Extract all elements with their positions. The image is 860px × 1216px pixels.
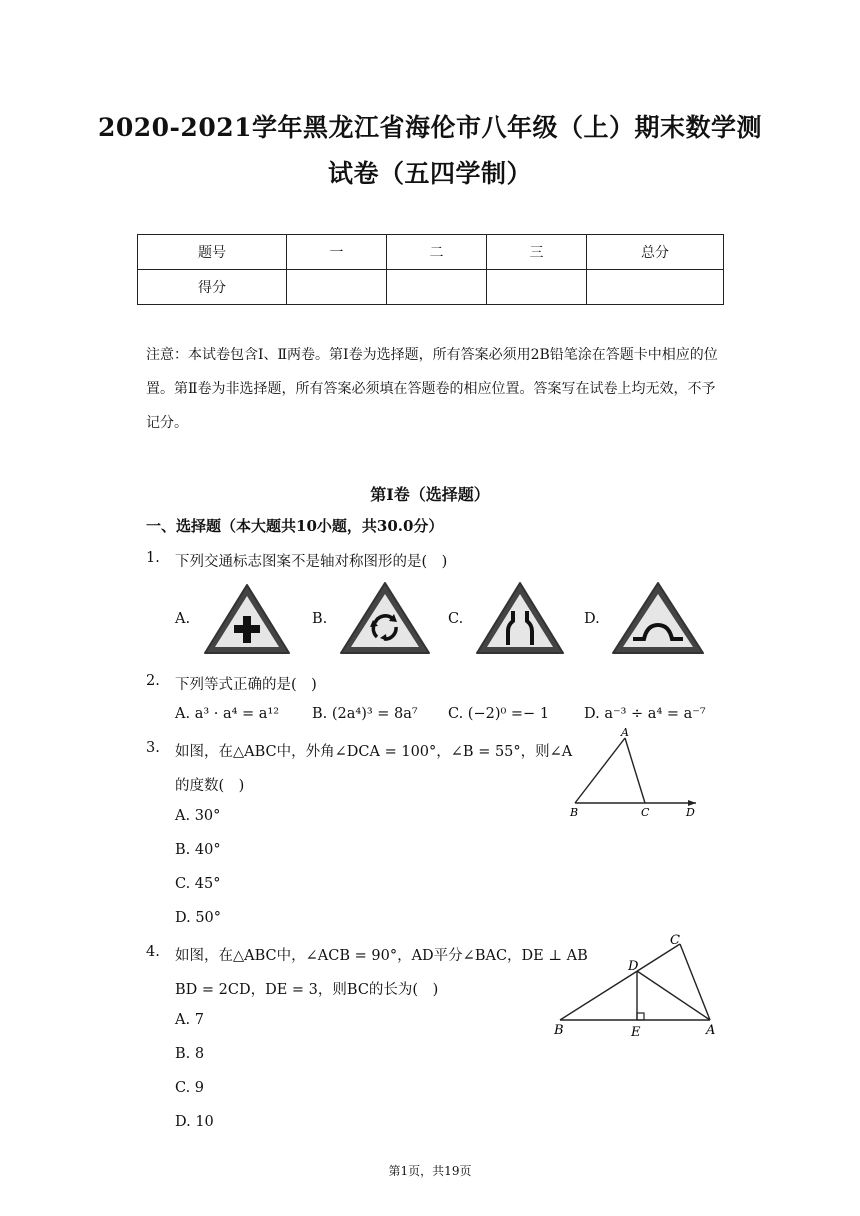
question-stem: 下列等式正确的是( )	[175, 677, 317, 693]
question-stem: 如图，在△ABC中，∠ACB = 90°，AD平分∠BAC，DE ⊥ AB	[175, 948, 588, 964]
traffic-sign-roundabout-icon	[339, 581, 431, 655]
part-title: 第Ⅰ卷（选择题）	[370, 485, 490, 504]
table-cell	[387, 270, 487, 305]
figure-label: B	[570, 806, 579, 819]
question-number: 3.	[146, 740, 160, 756]
table-cell: 一	[287, 235, 387, 270]
figure-label: C	[670, 933, 680, 948]
triangle-abc-figure	[560, 726, 710, 822]
option-label: C.	[448, 611, 464, 627]
option-label: D.	[584, 611, 600, 627]
section-title: 一、选择题（本大题共10小题，共30.0分）	[146, 517, 444, 535]
option-c: C. (−2)⁰ =− 1	[448, 706, 550, 722]
figure-label: E	[631, 1025, 641, 1040]
figure-label: A	[621, 726, 629, 739]
option-d: D. 50°	[175, 910, 222, 926]
table-cell	[587, 270, 724, 305]
doc-title-line2: 试卷（五四学制）	[327, 159, 532, 188]
option-a: A. 30°	[175, 808, 221, 824]
table-cell: 题号	[138, 235, 287, 270]
score-table-row	[138, 270, 724, 305]
question-number: 2.	[146, 673, 160, 689]
table-cell: 三	[487, 235, 587, 270]
score-table-header-row	[138, 235, 724, 270]
question-stem-cont: 的度数( )	[175, 778, 245, 794]
notice-text: 注意：本试卷包含Ⅰ、Ⅱ两卷。第Ⅰ卷为选择题，所有答案必须用2B铅笔涂在答题卡中相应的位置。第Ⅱ卷为非选择题，所有答案必须填在答题卷的相应位置。答案写在试卷上均无效，不予记分。	[146, 347, 718, 431]
option-label: B.	[312, 611, 328, 627]
option-c: C. 9	[175, 1080, 205, 1096]
table-cell: 总分	[587, 235, 724, 270]
figure-label: D	[628, 959, 639, 974]
figure-label: C	[641, 806, 650, 819]
question-number: 4.	[146, 944, 160, 960]
option-a: A. 7	[175, 1012, 204, 1028]
table-cell	[287, 270, 387, 305]
option-b: B. 8	[175, 1046, 205, 1062]
option-d: D. 10	[175, 1114, 214, 1130]
triangle-abc-bisector-figure	[548, 928, 728, 1040]
traffic-sign-road-narrows-icon	[475, 581, 565, 655]
traffic-sign-cross-icon	[203, 583, 291, 655]
table-cell: 得分	[138, 270, 287, 305]
question-number: 1.	[146, 550, 160, 566]
score-table	[137, 234, 724, 305]
doc-title-line1: 2020-2021学年黑龙江省海伦市八年级（上）期末数学测	[97, 113, 763, 142]
option-b: B. (2a⁴)³ = 8a⁷	[312, 706, 418, 722]
figure-label: B	[554, 1023, 564, 1038]
table-cell	[487, 270, 587, 305]
option-d: D. a⁻³ ÷ a⁴ = a⁻⁷	[584, 706, 706, 722]
question-stem-cont: BD = 2CD，DE = 3，则BC的长为( )	[175, 982, 439, 998]
option-c: C. 45°	[175, 876, 221, 892]
figure-label: D	[686, 806, 695, 819]
option-label: A.	[175, 611, 191, 627]
option-b: B. 40°	[175, 842, 221, 858]
question-stem: 下列交通标志图案不是轴对称图形的是( )	[175, 554, 448, 570]
option-a: A. a³ · a⁴ = a¹²	[175, 706, 280, 722]
traffic-sign-road-hump-icon	[611, 581, 705, 655]
figure-label: A	[706, 1023, 716, 1038]
page-footer: 第1页，共19页	[388, 1164, 472, 1178]
table-cell: 二	[387, 235, 487, 270]
question-stem: 如图，在△ABC中，外角∠DCA = 100°，∠B = 55°，则∠A	[175, 744, 573, 760]
